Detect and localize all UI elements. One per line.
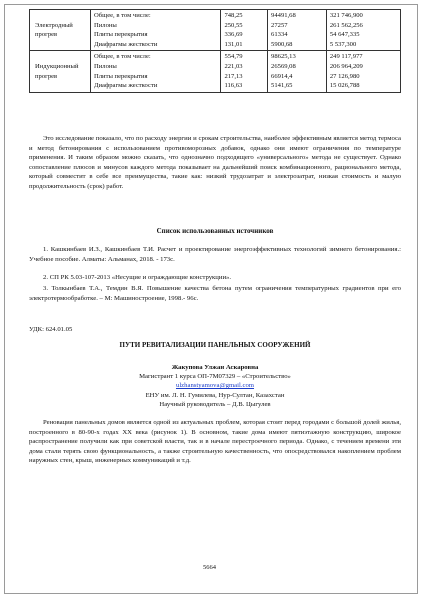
element-type-label: Плиты перекрытия	[94, 31, 148, 39]
table-value: 94491,68	[271, 12, 296, 19]
element-type-cell	[91, 10, 221, 51]
element-type-label: Диафрагмы жесткости	[94, 82, 158, 90]
table-value: 261 562,256	[329, 21, 363, 29]
table-row	[30, 10, 401, 51]
table-value: 5900,68	[271, 40, 293, 48]
udc-code: УДК: 624.01.05	[29, 326, 73, 333]
table-value: 131,01	[224, 40, 243, 48]
reference-item-1: 1. Кашкинбаев И.З., Кашкинбаев Т.И. Расчет и проектирование энергоэффективных технологий зимнего бетонирования.: Учебное пособие. Алматы: Альманах, 2018. - 173с.	[29, 246, 401, 263]
value-cell-col3	[326, 10, 400, 51]
article-body-paragraph: Реновация панельных домов является одной из актуальных проблем, которая стоит перед городами с большой долей жилья, построенного в 80-90-х годах XX века (рисунок 1). В основном, такие дома имеют пятиэтажную конструкцию, широкое распространение получили как при советской власти, так и в начале перестроечного периода. Однако, с течением времени эти дома стали терять свою функциональность, а также строительную качественность, что опосредствовался накоплением проблем наружных стен, крыш, инженерных коммуникаций и т.д.	[29, 419, 401, 464]
value-cell-col3	[326, 51, 400, 92]
value-cell-col1	[221, 51, 268, 92]
table-value: 321 746,900	[329, 12, 363, 19]
value-cell-col1	[221, 10, 268, 51]
element-type-label: Пилоны	[94, 21, 117, 29]
heating-method-cell: Индукционный прогрев	[30, 51, 91, 92]
author-degree: Магистрант 1 курса ОП-7М07329 – «Строительство»	[139, 373, 291, 380]
document-page	[4, 4, 418, 594]
author-affiliation: ЕНУ им. Л. Н. Гумилева, Нур-Султан, Казахстан	[145, 392, 285, 399]
table-value: 98625,13	[271, 53, 296, 61]
element-type-label: Плиты перекрытия	[94, 72, 148, 80]
table-value: 336,69	[224, 31, 243, 39]
table-value: 27 126,980	[329, 72, 360, 80]
table-value: 206 964,209	[329, 62, 363, 70]
energy-data-table	[29, 9, 401, 93]
table-value: 61334	[271, 31, 288, 39]
conclusion-paragraph: Это исследование показало, что по расходу энергии и срокам строительства, наиболее эффективным является метод термоса и метод бетонирования с использованием противоморозных добавок, однако они имеют ограничения по температуре применения. И таким образом можно сказать, что однозначно подходящего «универсального» метода не существует. Однако сопоставление плюсов и минусов каждого метода показывает на дальнейший поиск комбинационного, рационального метода, который совместит в себе все преимущества, такие как: низкий трудозатрат и электрозатрат, низкая стоимость и малую продолжительность (срок) работ.	[29, 135, 401, 190]
element-type-label: Диафрагмы жесткости	[94, 40, 158, 48]
table-value: 221,03	[224, 62, 243, 70]
element-type-label: Пилоны	[94, 62, 117, 70]
article-title: ПУТИ РЕВИТАЛИЗАЦИИ ПАНЕЛЬНЫХ СООРУЖЕНИЙ	[119, 341, 311, 349]
table-value: 554,79	[224, 53, 243, 61]
heating-method-cell: Электродный прогрев	[30, 10, 91, 51]
references-heading: Список использованных источников	[156, 227, 274, 235]
author-email-link[interactable]: ulzhanstyamova@gmail.com	[175, 382, 255, 389]
table-value: 116,63	[224, 82, 243, 90]
table-value: 5141,65	[271, 82, 293, 90]
reference-item-2: 2. СП РК 5.03-107-2013 «Несущие и ограждающие конструкции».	[43, 274, 232, 281]
reference-item-3: 3. Толкынбаев Т.А., Темдин В.Я. Повышение качества бетона путем ограничения температурных градиентов при его электротермообработке. – М: Машиностроение, 1998.- 96с.	[29, 285, 401, 302]
table-value: 250,55	[224, 21, 243, 29]
table-value: 748,25	[224, 12, 243, 19]
table-value: 66914,4	[271, 72, 293, 80]
element-type-cell	[91, 51, 221, 92]
scientific-supervisor: Научный руководитель – Д.В. Цыгулев	[159, 401, 271, 408]
element-type-label: Общее, в том числе:	[94, 12, 151, 19]
element-type-label: Общее, в том числе:	[94, 53, 151, 61]
table-row	[30, 51, 401, 92]
table-value: 27257	[271, 21, 288, 29]
value-cell-col2	[268, 51, 327, 92]
page-number: 5664	[203, 564, 216, 571]
author-name: Жакупова Улжан Аскаровна	[171, 364, 259, 371]
value-cell-col2	[268, 10, 327, 51]
table-value: 217,13	[224, 72, 243, 80]
table-value: 249 117,977	[329, 53, 363, 61]
table-value: 5 537,300	[329, 40, 357, 48]
table-value: 26569,08	[271, 62, 296, 70]
table-value: 54 647,335	[329, 31, 360, 39]
table-value: 15 026,788	[329, 82, 360, 90]
